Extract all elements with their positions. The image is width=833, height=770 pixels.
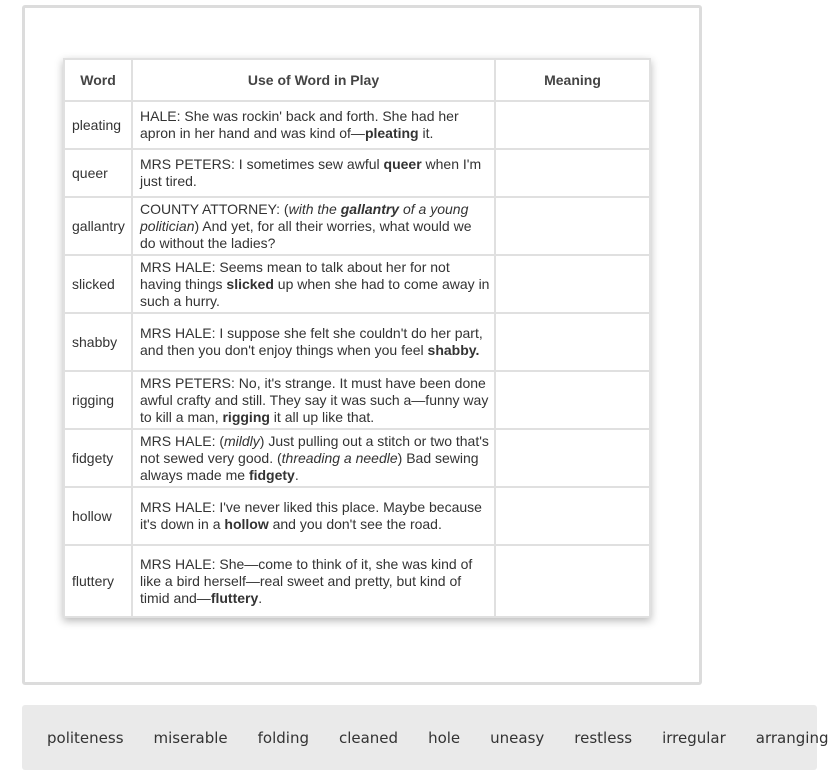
use-text-segment: pleating <box>364 125 419 141</box>
table-row <box>64 313 650 371</box>
use-text-segment: and you don't see the road. <box>268 516 442 532</box>
table-row <box>64 371 650 429</box>
use-text-segment: ) Just pulling out a stitch or two that's not sewed very good. ( <box>140 432 489 466</box>
word-cell: fluttery <box>64 545 132 617</box>
use-text-segment: slicked <box>226 275 274 292</box>
use-cell <box>132 101 495 149</box>
use-text-segment: threading a needle <box>281 449 398 466</box>
word-chip[interactable]: politeness <box>47 728 124 747</box>
use-text-segment: fidgety <box>248 466 295 483</box>
use-text-segment: MRS PETERS: I sometimes sew awful <box>140 156 384 172</box>
use-text-segment: gallantry <box>340 200 400 217</box>
word-cell: rigging <box>64 371 132 429</box>
word-bank <box>22 705 829 770</box>
use-text-segment: it. <box>418 125 434 141</box>
use-text-segment: rigging <box>222 408 270 425</box>
use-text-segment: fluttery <box>210 589 259 606</box>
meaning-drop-zone[interactable] <box>495 149 650 197</box>
table-header-row <box>64 59 650 101</box>
meaning-drop-zone[interactable] <box>495 429 650 487</box>
use-cell <box>132 371 495 429</box>
word-cell: fidgety <box>64 429 132 487</box>
meaning-drop-zone[interactable] <box>495 313 650 371</box>
use-cell <box>132 545 495 617</box>
word-chip[interactable]: restless <box>574 728 633 747</box>
use-text-segment: COUNTY ATTORNEY: ( <box>140 200 289 217</box>
meaning-drop-zone[interactable] <box>495 371 650 429</box>
word-chip[interactable]: miserable <box>153 728 228 747</box>
use-cell <box>132 255 495 313</box>
use-text-segment: it all up like that. <box>269 408 375 425</box>
table-row <box>64 197 650 255</box>
word-chip[interactable]: cleaned <box>338 728 399 747</box>
use-text-segment: HALE: She was rockin' back and forth. She had her apron in her hand and was kind of— <box>140 108 459 141</box>
word-chip[interactable]: arranging <box>755 728 829 747</box>
use-text-segment: MRS HALE: I suppose she felt she couldn't do her part, and then you don't enjoy things when you feel <box>140 325 483 358</box>
use-text-segment: . <box>258 589 263 606</box>
use-text-segment: mildly <box>224 432 260 449</box>
use-text-segment: MRS HALE: She—come to think of it, she was kind of like a bird herself—real sweet and pretty, but kind of timid and— <box>140 555 473 606</box>
use-text-segment: shabby. <box>427 342 480 358</box>
meaning-drop-zone[interactable] <box>495 197 650 255</box>
meaning-drop-zone[interactable] <box>495 255 650 313</box>
use-text-segment: when I'm just tired. <box>140 156 482 189</box>
use-cell <box>132 197 495 255</box>
use-text-segment: ) And yet, for all their worries, what would we do without the ladies? <box>140 217 472 251</box>
header-word: Word <box>64 59 132 101</box>
word-chip[interactable]: hole <box>428 728 461 747</box>
header-use-of-word: Use of Word in Play <box>132 59 495 101</box>
word-chip[interactable]: folding <box>257 728 309 747</box>
use-text-segment: MRS PETERS: No, it's strange. It must have been done awful crafty and still. They say it was such a—funny way to kill a man, <box>140 374 489 425</box>
word-chip[interactable]: irregular <box>662 728 726 747</box>
word-cell: pleating <box>64 101 132 149</box>
table-row <box>64 487 650 545</box>
table-row <box>64 429 650 487</box>
word-chip[interactable]: uneasy <box>490 728 545 747</box>
use-text-segment: ) Bad sewing always made me <box>140 449 479 483</box>
word-cell: queer <box>64 149 132 197</box>
use-text-segment: of a young politician <box>140 200 469 234</box>
use-text-segment: queer <box>383 156 422 172</box>
use-text-segment: MRS HALE: Seems mean to talk about her for not having things <box>140 258 450 292</box>
word-cell: gallantry <box>64 197 132 255</box>
use-text-segment: . <box>294 466 299 483</box>
use-text-segment: up when she had to come away in such a hurry. <box>140 275 490 309</box>
use-text-segment: hollow <box>224 516 269 532</box>
word-cell: hollow <box>64 487 132 545</box>
use-text-segment: with the <box>288 200 341 217</box>
word-cell: shabby <box>64 313 132 371</box>
use-cell <box>132 429 495 487</box>
meaning-drop-zone[interactable] <box>495 545 650 617</box>
header-meaning: Meaning <box>495 59 650 101</box>
use-cell <box>132 313 495 371</box>
table-row <box>64 545 650 617</box>
table-row <box>64 101 650 149</box>
use-text-segment: MRS HALE: ( <box>140 432 225 449</box>
meaning-drop-zone[interactable] <box>495 101 650 149</box>
table-row <box>64 149 650 197</box>
meaning-drop-zone[interactable] <box>495 487 650 545</box>
vocabulary-table <box>63 58 651 618</box>
word-cell: slicked <box>64 255 132 313</box>
use-cell <box>132 149 495 197</box>
use-text-segment: MRS HALE: I've never liked this place. Maybe because it's down in a <box>140 499 482 532</box>
table-row <box>64 255 650 313</box>
use-cell <box>132 487 495 545</box>
